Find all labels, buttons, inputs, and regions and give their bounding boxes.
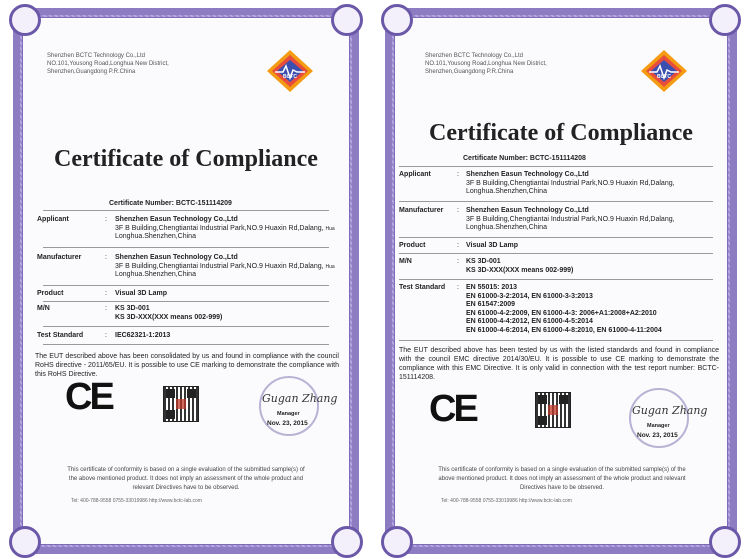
corner-ornament: [331, 526, 363, 558]
model-label: M/N: [399, 258, 412, 265]
colon: :: [105, 254, 107, 261]
applicant-address: Longhua.Shenzhen,China: [115, 233, 196, 240]
colon: :: [457, 284, 459, 291]
product-value: Visual 3D Lamp: [115, 290, 168, 297]
colon: :: [457, 242, 459, 249]
certificate-emc: [385, 8, 737, 554]
colon: :: [457, 171, 459, 178]
applicant-address: Longhua.Shenzhen,China: [466, 188, 547, 195]
manufacturer-address: Longhua.Shenzhen,China: [115, 271, 196, 278]
colon: :: [105, 332, 107, 339]
manager-signature: Gugan Zhang: [632, 404, 708, 417]
footer-disclaimer: This certificate of conformity is based on a single evaluation of the submitted sample(s) of the above mentioned product. It does not imply an assessment of the whole product and relevant Directives have to be observed.: [67, 467, 305, 491]
issuer-line: NO.101,Yousong Road,Longhua New District,: [47, 61, 169, 67]
compliance-statement: The EUT described above has been tested by us with the listed standards and found in compliance with the council EMC directive 2014/30/EU. It is possible to use CE marking to demonstrate the compliance with this EMC Directive. It is only valid in connection with the test report number: BCTC-151114208.: [399, 347, 719, 381]
divider: [399, 201, 713, 202]
issuer-line: Shenzhen BCTC Technology Co.,Ltd: [425, 53, 523, 59]
qr-code: [535, 392, 571, 428]
bctc-logo: [639, 48, 689, 94]
bctc-logo: [265, 48, 315, 94]
manufacturer-label: Manufacturer: [399, 207, 444, 214]
standard-value: EN 61000-4-2:2009, EN 61000-4-3: 2006+A1:2008+A2:2010: [466, 309, 657, 317]
divider: [43, 344, 329, 345]
manufacturer-address: 3F B Building,Chengtiantai Industrial Park,NO.9 Huaxin Rd,Dalang,: [466, 215, 675, 223]
certificate-number: Certificate Number: BCTC-151114208: [463, 155, 586, 162]
divider: [43, 326, 329, 327]
colon: :: [105, 305, 107, 312]
manufacturer-address: 3F B Building,Chengtiantai Industrial Park,NO.9 Huaxin Rd,Dalang,: [115, 262, 324, 270]
standard-value: EN 55015: 2013: [466, 284, 517, 291]
product-label: Product: [399, 242, 426, 249]
corner-ornament: [9, 4, 41, 36]
signature-seal: [259, 376, 319, 436]
divider: [43, 301, 329, 302]
colon: :: [105, 290, 107, 297]
divider: [43, 247, 329, 248]
divider: [399, 166, 713, 167]
issuer-address: [425, 52, 547, 76]
applicant-address-overflow: Hua: [325, 225, 335, 232]
colon: :: [457, 258, 459, 265]
applicant-name: Shenzhen Easun Technology Co.,Ltd: [466, 171, 589, 178]
divider: [399, 340, 713, 341]
product-value: Visual 3D Lamp: [466, 242, 519, 249]
issuer-line: Shenzhen BCTC Technology Co.,Ltd: [47, 53, 145, 59]
logo-text: BCTC: [657, 74, 671, 80]
issuer-line: NO.101,Yousong Road,Longhua New District,: [425, 61, 547, 67]
standard-label: Test Standard: [399, 284, 446, 291]
corner-ornament: [709, 4, 741, 36]
standard-value: EN 61000-3-2:2014, EN 61000-3-3:2013: [466, 292, 593, 300]
standard-value: IEC62321-1:2013: [115, 332, 171, 339]
ce-mark: CE: [429, 388, 476, 430]
colon: :: [105, 216, 107, 223]
divider: [399, 279, 713, 280]
model-label: M/N: [37, 305, 50, 312]
footer-contact: Tel: 400-788-9558 0755-33019986 http://www.bctc-lab.com: [71, 498, 202, 504]
qr-code: [163, 386, 199, 422]
model-value: KS 3D-001: [466, 258, 501, 265]
model-series: KS 3D-XXX(XXX means 002-999): [115, 313, 223, 321]
issuer-address: [47, 52, 169, 76]
corner-ornament: [331, 4, 363, 36]
corner-ornament: [709, 526, 741, 558]
divider: [399, 253, 713, 254]
manufacturer-address: Longhua.Shenzhen,China: [466, 224, 547, 231]
applicant-label: Applicant: [37, 216, 69, 223]
corner-ornament: [381, 4, 413, 36]
signature-seal: [629, 388, 689, 448]
footer-disclaimer: This certificate of conformity is based on a single evaluation of the submitted sample(s) of the above mentioned product. It does not imply an assessment of the whole product and relevant Directives have to be observed.: [438, 467, 686, 491]
certificate-title: Certificate of Compliance: [54, 146, 318, 172]
issue-date: Nov. 23, 2015: [637, 432, 678, 439]
model-series: KS 3D-XXX(XXX means 002-999): [466, 266, 574, 274]
standard-value: EN 61000-4-6:2014, EN 61000-4-8:2010, EN 61000-4-11:2004: [466, 326, 662, 334]
applicant-label: Applicant: [399, 171, 431, 178]
manager-signature: Gugan Zhang: [262, 392, 338, 405]
divider: [399, 237, 713, 238]
certificate-rohs: [13, 8, 359, 554]
standard-value: EN 61000-4-4:2012, EN 61000-4-5:2014: [466, 318, 593, 325]
ce-mark: CE: [65, 376, 112, 418]
applicant-address: 3F B Building,Chengtiantai Industrial Park,NO.9 Huaxin Rd,Dalang,: [466, 179, 675, 187]
manufacturer-address-overflow: Hua: [325, 263, 335, 270]
footer-contact: Tel: 400-788-9558 0755-33019986 http://www.bctc-lab.com: [441, 498, 572, 504]
certificate-title: Certificate of Compliance: [429, 120, 693, 146]
corner-ornament: [381, 526, 413, 558]
manager-title: Manager: [277, 411, 300, 417]
logo-text: BCTC: [283, 74, 297, 80]
certificate-number: Certificate Number: BCTC-151114209: [109, 200, 232, 207]
compliance-statement: The EUT described above has been consolidated by us and found in compliance with the council RoHS directive - 2011/65/EU. It is possible to use CE marking to demonstrate the compliance with this RoHS Directive.: [35, 353, 339, 378]
manufacturer-name: Shenzhen Easun Technology Co.,Ltd: [466, 207, 589, 214]
issuer-line: Shenzhen,Guangdong P.R.China: [425, 69, 514, 75]
manufacturer-label: Manufacturer: [37, 254, 82, 261]
manufacturer-name: Shenzhen Easun Technology Co.,Ltd: [115, 254, 238, 261]
standard-value: EN 61547:2009: [466, 301, 516, 308]
corner-ornament: [9, 526, 41, 558]
colon: :: [457, 207, 459, 214]
issue-date: Nov. 23, 2015: [267, 420, 308, 427]
applicant-address: 3F B Building,Chengtiantai Industrial Park,NO.9 Huaxin Rd,Dalang,: [115, 224, 324, 232]
applicant-name: Shenzhen Easun Technology Co.,Ltd: [115, 216, 238, 223]
divider: [43, 285, 329, 286]
manager-title: Manager: [647, 423, 670, 429]
divider: [43, 210, 329, 211]
issuer-line: Shenzhen,Guangdong P.R.China: [47, 69, 136, 75]
model-value: KS 3D-001: [115, 305, 150, 312]
standard-label: Test Standard: [37, 332, 84, 339]
product-label: Product: [37, 290, 64, 297]
